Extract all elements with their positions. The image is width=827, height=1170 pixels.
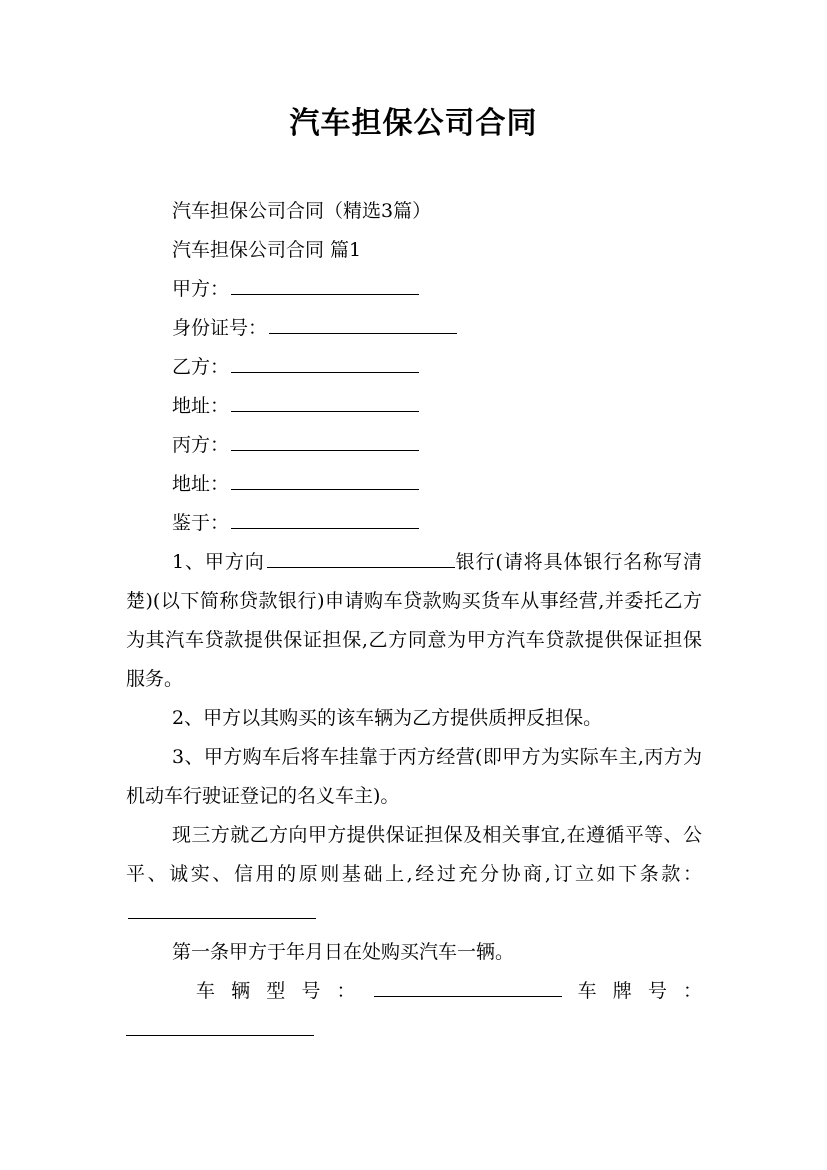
clause-2: 2、甲方以其购买的该车辆为乙方提供质押反担保。 bbox=[172, 707, 603, 729]
blank-line bbox=[231, 389, 419, 412]
plate-char: ： bbox=[682, 980, 702, 1002]
field-party-a bbox=[126, 270, 748, 309]
plate-number-row bbox=[126, 1011, 702, 1050]
blank-line bbox=[231, 506, 419, 529]
document-title: 汽车担保公司合同 bbox=[289, 106, 538, 141]
field-party-b bbox=[126, 348, 748, 387]
clause-4 bbox=[126, 816, 702, 933]
vehicle-model-char: ： bbox=[336, 980, 356, 1002]
blank-line bbox=[231, 272, 419, 295]
field-whereas bbox=[126, 504, 748, 543]
field-label: 甲方： bbox=[172, 278, 230, 300]
plate-char: 号 bbox=[647, 980, 667, 1002]
field-label: 丙方： bbox=[172, 434, 230, 456]
field-id-number bbox=[126, 309, 748, 348]
blank-line bbox=[269, 311, 457, 334]
clause-3: 3、甲方购车后将车挂靠于丙方经营(即甲方为实际车主,丙方为机动车行驶证登记的名义车主)。 bbox=[126, 746, 702, 807]
document-subtitle: 汽车担保公司合同（精选3篇） bbox=[172, 200, 432, 222]
field-label: 地址： bbox=[172, 473, 230, 495]
clause-1 bbox=[126, 543, 702, 699]
clause-1-prefix: 1、甲方向 bbox=[172, 551, 265, 573]
vehicle-model-char: 车 bbox=[196, 980, 216, 1002]
field-party-c bbox=[126, 426, 748, 465]
section-heading: 汽车担保公司合同 篇1 bbox=[172, 239, 362, 261]
article-1: 第一条甲方于年月日在处购买汽车一辆。 bbox=[172, 941, 515, 963]
field-label: 乙方： bbox=[172, 356, 230, 378]
bank-blank-line bbox=[267, 545, 455, 568]
blank-line bbox=[231, 428, 419, 451]
vehicle-model-char: 号 bbox=[301, 980, 321, 1002]
vehicle-model-char: 辆 bbox=[231, 980, 251, 1002]
blank-line bbox=[128, 896, 316, 919]
field-label: 鉴于： bbox=[172, 512, 230, 534]
vehicle-info-row bbox=[126, 972, 702, 1011]
field-label: 身份证号： bbox=[172, 317, 268, 339]
field-address-c bbox=[126, 465, 748, 504]
field-address-b bbox=[126, 387, 748, 426]
plate-char: 牌 bbox=[612, 980, 632, 1002]
field-label: 地址： bbox=[172, 395, 230, 417]
vehicle-model-char: 型 bbox=[266, 980, 286, 1002]
plate-number-blank bbox=[126, 1013, 314, 1036]
plate-char: 车 bbox=[577, 980, 597, 1002]
blank-line bbox=[231, 350, 419, 373]
clause-1-suffix: 银行(请将具体银行名称写清楚)(以下简称贷款银行)申请购车贷款购买货车从事经营,并委托乙方为其汽车贷款提供保证担保,乙方同意为甲方汽车贷款提供保证担保服务。 bbox=[126, 551, 702, 690]
vehicle-model-blank bbox=[374, 974, 562, 997]
clause-4-text: 现三方就乙方向甲方提供保证担保及相关事宜,在遵循平等、公平、诚实、信用的原则基础上,经过充分协商,订立如下条款： bbox=[126, 824, 702, 885]
blank-line bbox=[231, 467, 419, 490]
